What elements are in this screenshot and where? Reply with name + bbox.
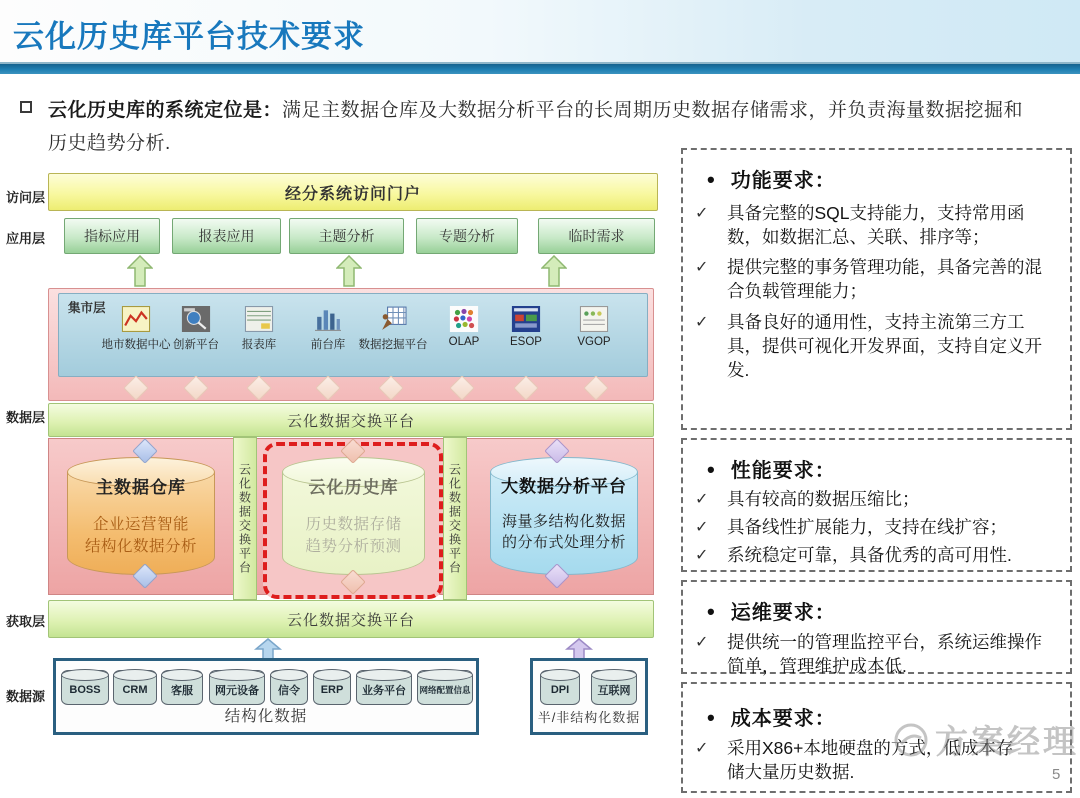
warehouse-line2: 结构化数据分析 — [84, 538, 197, 555]
app-box-adhoc: 临时需求 — [538, 218, 655, 254]
panel-operations-requirements — [681, 580, 1072, 677]
bullet-icon: • — [707, 167, 715, 192]
requirement-item: ✓ 具备线性扩展能力，支持在线扩容； — [695, 515, 1056, 539]
panel-heading: 功能要求： — [730, 170, 836, 192]
history-cylinder — [282, 457, 425, 575]
source-cylinder: 信令 — [270, 670, 308, 705]
unstructured-sources-label: 半/非结构化数据 — [537, 710, 641, 725]
check-icon: ✓ — [695, 547, 709, 565]
mart-label: 集市层 — [68, 301, 106, 315]
check-icon: ✓ — [695, 740, 709, 757]
panel-function-requirements — [681, 148, 1072, 430]
history-line1: 历史数据存储 — [305, 516, 402, 533]
up-arrow-icon — [253, 638, 283, 660]
esop-window-icon — [488, 302, 564, 332]
page-number: 5 — [1052, 766, 1061, 783]
panel-heading: 性能要求： — [730, 460, 836, 482]
page-title: 云化历史库平台技术要求 — [13, 19, 365, 54]
bigdata-cylinder — [490, 457, 638, 575]
data-mining-icon — [351, 302, 435, 332]
mart-item-olap: OLAP — [426, 302, 502, 348]
requirement-item: ✓ 系统稳定可靠，具备优秀的高可用性. — [695, 543, 1056, 567]
check-icon: ✓ — [695, 491, 709, 508]
mart-item-innovation: 创新平台 — [158, 302, 234, 352]
bigdata-title: 大数据分析平台 — [501, 477, 627, 496]
intro-text: 满足主数据仓库及大数据分析平台的长周期历史数据存储需求，并负责海量数据挖掘和历史趋势分析. — [48, 100, 1024, 155]
mart-item-data-mining: 数据挖掘平台 — [351, 302, 435, 352]
requirement-item: ✓ 具备完整的SQL支持能力，支持常用函数，如数据汇总、关联、排序等； — [695, 201, 1056, 249]
panel-performance-requirements — [681, 438, 1072, 572]
up-arrow-icon — [127, 255, 153, 287]
bullet-icon: • — [707, 457, 715, 482]
mart-item-report-db: 报表库 — [221, 302, 297, 352]
requirement-item: ✓ 提供完整的事务管理功能，具备完善的混合负载管理能力； — [695, 255, 1056, 303]
panel-heading: 运维要求： — [730, 602, 836, 624]
layer-label-access: 访问层 — [6, 190, 46, 205]
source-cylinder: 互联网 — [591, 670, 637, 705]
mart-item-esop: ESOP — [488, 302, 564, 348]
app-box-report: 报表应用 — [172, 218, 281, 254]
square-bullet-icon — [20, 101, 32, 113]
exchange-strip-left: 云化数据交换平台 — [233, 437, 257, 600]
bigdata-line2: 的分布式处理分析 — [501, 534, 626, 551]
bigdata-line1: 海量多结构化数据 — [501, 513, 626, 530]
report-sheet-icon — [221, 302, 297, 332]
check-icon: ✓ — [695, 259, 709, 277]
vgop-window-icon — [556, 302, 632, 332]
source-cylinder: ERP — [313, 670, 351, 705]
source-cylinder: 业务平台 — [356, 670, 412, 705]
source-cylinder: 网元设备 — [209, 670, 265, 705]
up-arrow-icon — [541, 255, 567, 287]
bullet-icon: • — [707, 705, 715, 730]
source-cylinder: CRM — [113, 670, 157, 705]
app-box-topic: 主题分析 — [289, 218, 404, 254]
app-box-special: 专题分析 — [416, 218, 518, 254]
portal-bar: 经分系统访问门户 — [48, 173, 658, 211]
source-cylinder: 网络配置信息 — [417, 670, 473, 705]
layer-label-source: 数据源 — [6, 689, 46, 704]
exchange-bar-bottom: 云化数据交换平台 — [48, 600, 654, 638]
unstructured-sources-box — [530, 658, 648, 735]
history-line2: 趋势分析预测 — [305, 538, 402, 555]
check-icon: ✓ — [695, 634, 709, 651]
layer-label-acquisition: 获取层 — [6, 614, 46, 629]
panel-cost-requirements — [681, 682, 1072, 793]
header-band — [0, 0, 1080, 62]
structured-sources-label: 结构化数据 — [224, 708, 308, 725]
requirement-item: ✓ 提供统一的管理监控平台，系统运维操作简单，管理维护成本低. — [695, 630, 1056, 678]
intro-lead: 云化历史库的系统定位是： — [48, 100, 283, 121]
watermark-text: 方案经理 — [935, 723, 1079, 760]
warehouse-cylinder — [67, 457, 215, 575]
source-cylinder: BOSS — [61, 670, 109, 705]
mart-item-frontdesk-db: 前台库 — [290, 302, 366, 352]
warehouse-title: 主数据仓库 — [96, 478, 186, 497]
bullet-icon: • — [707, 599, 715, 624]
requirement-item: ✓ 采用X86+本地硬盘的方式，低成本存储大量历史数据. — [695, 736, 1056, 784]
architecture-diagram — [0, 165, 676, 798]
up-arrow-icon — [564, 638, 594, 660]
check-icon: ✓ — [695, 205, 709, 222]
up-arrow-icon — [336, 255, 362, 287]
mart-item-city-data-center: 地市数据中心 — [98, 302, 174, 352]
requirement-item: ✓ 具有较高的数据压缩比； — [695, 487, 1056, 511]
header-divider — [0, 62, 1080, 74]
requirement-item: ✓ 具备良好的通用性，支持主流第三方工具，提供可视化开发界面，支持自定义开发. — [695, 310, 1056, 382]
source-cylinder: 客服 — [161, 670, 203, 705]
warehouse-line1: 企业运营智能 — [92, 516, 189, 533]
check-icon: ✓ — [695, 519, 709, 537]
exchange-bar-top: 云化数据交换平台 — [48, 403, 654, 437]
panel-heading: 成本要求： — [730, 708, 836, 730]
history-title: 云化历史库 — [308, 478, 399, 497]
app-box-indicator: 指标应用 — [64, 218, 160, 254]
source-cylinder: DPI — [540, 670, 580, 705]
structured-sources-box — [53, 658, 479, 735]
layer-label-data: 数据层 — [6, 410, 46, 425]
check-icon: ✓ — [695, 313, 709, 331]
layer-label-application: 应用层 — [6, 231, 46, 246]
mart-item-vgop: VGOP — [556, 302, 632, 348]
exchange-strip-right: 云化数据交换平台 — [443, 437, 467, 600]
